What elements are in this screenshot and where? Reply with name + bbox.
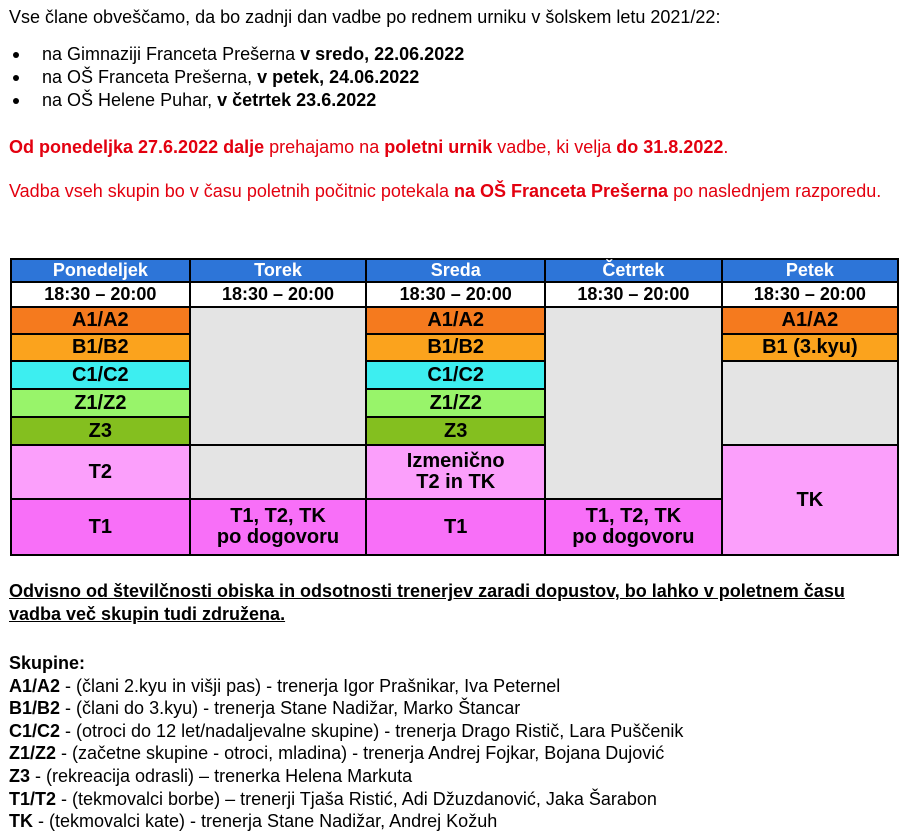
empty-cell bbox=[190, 445, 367, 499]
venue-text: Vadba vseh skupin bo v času poletnih počitnic potekala bbox=[9, 181, 454, 201]
last-day-date: v sredo, 22.06.2022 bbox=[300, 44, 465, 64]
group-cell-a: A1/A2 bbox=[11, 307, 190, 334]
group-cell-tk: TK bbox=[722, 445, 898, 555]
alternating-line: T2 in TK bbox=[416, 471, 496, 493]
group-cell-t2: T2 bbox=[11, 445, 190, 499]
group-cell-z12: Z1/Z2 bbox=[11, 389, 190, 417]
last-day-date: v četrtek 23.6.2022 bbox=[217, 90, 377, 110]
list-item bbox=[9, 66, 899, 89]
group-code: Z3 bbox=[9, 765, 31, 786]
by-agreement-line: po dogovoru bbox=[572, 526, 695, 548]
group-desc: - (tekmovalci kate) - trenerja Stane Nadižar, Andrej Kožuh bbox=[33, 811, 498, 832]
group-code: B1/B2 bbox=[9, 698, 61, 719]
group-cell-by-agreement bbox=[545, 499, 722, 555]
time-cell: 18:30 – 20:00 bbox=[366, 282, 545, 307]
group-desc: - (člani do 3.kyu) - trenerja Stane Nadižar, Marko Štancar bbox=[60, 698, 521, 719]
day-header-thursday: Četrtek bbox=[545, 259, 722, 282]
table-row bbox=[11, 334, 898, 361]
group-cell-z12: Z1/Z2 bbox=[366, 389, 545, 417]
last-day-place: na OŠ Helene Puhar, bbox=[42, 90, 218, 110]
day-header-monday: Ponedeljek bbox=[11, 259, 190, 282]
group-desc: - (člani 2.kyu in višji pas) - trenerja Igor Prašnikar, Iva Peternel bbox=[60, 675, 561, 696]
groups-list bbox=[9, 652, 899, 833]
list-item bbox=[9, 742, 899, 765]
summer-schedule-label: poletni urnik bbox=[384, 137, 493, 157]
group-cell-t1: T1 bbox=[11, 499, 190, 555]
empty-cell bbox=[545, 307, 722, 499]
list-item bbox=[9, 43, 899, 66]
day-header-wednesday: Sreda bbox=[366, 259, 545, 282]
list-item bbox=[9, 788, 899, 811]
group-desc: - (otroci do 12 let/nadaljevalne skupine) - trenerja Drago Ristič, Lara Puščenik bbox=[60, 720, 684, 741]
summer-text: . bbox=[723, 137, 729, 157]
group-cell-by-agreement bbox=[190, 499, 367, 555]
group-desc: - (začetne skupine - otroci, mladina) - trenerja Andrej Fojkar, Bojana Dujović bbox=[56, 743, 665, 764]
table-row bbox=[11, 282, 898, 307]
time-cell: 18:30 – 20:00 bbox=[11, 282, 190, 307]
summer-text: prehajamo na bbox=[264, 137, 385, 157]
group-cell-a: A1/A2 bbox=[722, 307, 898, 334]
by-agreement-line: po dogovoru bbox=[216, 526, 340, 548]
summer-start: Od ponedeljka 27.6.2022 dalje bbox=[9, 137, 265, 157]
group-cell-z3: Z3 bbox=[11, 417, 190, 445]
day-header-tuesday: Torek bbox=[190, 259, 367, 282]
list-item bbox=[9, 89, 899, 112]
intro-text: Vse člane obveščamo, da bo zadnji dan vadbe po rednem urniku v šolskem letu 2021/22: bbox=[9, 7, 721, 27]
list-item bbox=[9, 697, 899, 720]
group-cell-b: B1 (3.kyu) bbox=[722, 334, 898, 361]
list-item bbox=[9, 720, 899, 743]
group-code: A1/A2 bbox=[9, 675, 61, 696]
group-cell-c: C1/C2 bbox=[11, 361, 190, 389]
group-cell-z3: Z3 bbox=[366, 417, 545, 445]
empty-cell bbox=[722, 361, 898, 445]
table-row bbox=[11, 445, 898, 499]
last-day-place: na Gimnaziji Franceta Prešerna bbox=[42, 44, 301, 64]
last-day-place: na OŠ Franceta Prešerna, bbox=[42, 67, 258, 87]
group-cell-alternating bbox=[366, 445, 545, 499]
group-cell-c: C1/C2 bbox=[366, 361, 545, 389]
document-page bbox=[9, 2, 899, 832]
list-item bbox=[9, 675, 899, 698]
group-code: C1/C2 bbox=[9, 720, 61, 741]
summer-schedule-table bbox=[10, 258, 899, 556]
group-cell-t1: T1 bbox=[366, 499, 545, 555]
list-item bbox=[9, 765, 899, 788]
groups-heading: Skupine: bbox=[9, 653, 86, 673]
table-row bbox=[11, 361, 898, 389]
last-day-date: v petek, 24.06.2022 bbox=[257, 67, 420, 87]
group-desc: - (tekmovalci borbe) – trenerji Tjaša Ristić, Adi Džuzdanović, Jaka Šarabon bbox=[56, 788, 657, 809]
group-cell-b: B1/B2 bbox=[366, 334, 545, 361]
empty-cell bbox=[190, 307, 367, 445]
alternating-line: Izmenično bbox=[406, 450, 505, 472]
summer-notice bbox=[9, 136, 899, 158]
table-row bbox=[11, 307, 898, 334]
table-row bbox=[11, 259, 898, 282]
day-header-friday: Petek bbox=[722, 259, 898, 282]
time-cell: 18:30 – 20:00 bbox=[545, 282, 722, 307]
time-cell: 18:30 – 20:00 bbox=[190, 282, 367, 307]
venue-name: na OŠ Franceta Prešerna bbox=[453, 181, 669, 201]
summer-text: vadbe, ki velja bbox=[492, 137, 617, 157]
group-desc: - (rekreacija odrasli) – trenerka Helena Markuta bbox=[30, 765, 413, 786]
group-code: TK bbox=[9, 811, 33, 832]
group-cell-a: A1/A2 bbox=[366, 307, 545, 334]
summer-end: do 31.8.2022 bbox=[616, 137, 724, 157]
by-agreement-line: T1, T2, TK bbox=[585, 505, 682, 527]
merge-note: Odvisno od številčnosti obiska in odsotnosti trenerjev zaradi dopustov, bo lahko v poletnem času vadba več skupin tudi združena. bbox=[9, 581, 845, 624]
last-days-list bbox=[9, 43, 899, 112]
venue-notice bbox=[9, 180, 889, 202]
group-code: Z1/Z2 bbox=[9, 743, 57, 764]
group-cell-b: B1/B2 bbox=[11, 334, 190, 361]
group-code: T1/T2 bbox=[9, 788, 57, 809]
venue-text: po naslednjem razporedu. bbox=[668, 181, 882, 201]
list-item bbox=[9, 810, 899, 833]
by-agreement-line: T1, T2, TK bbox=[230, 505, 326, 527]
time-cell: 18:30 – 20:00 bbox=[722, 282, 898, 307]
